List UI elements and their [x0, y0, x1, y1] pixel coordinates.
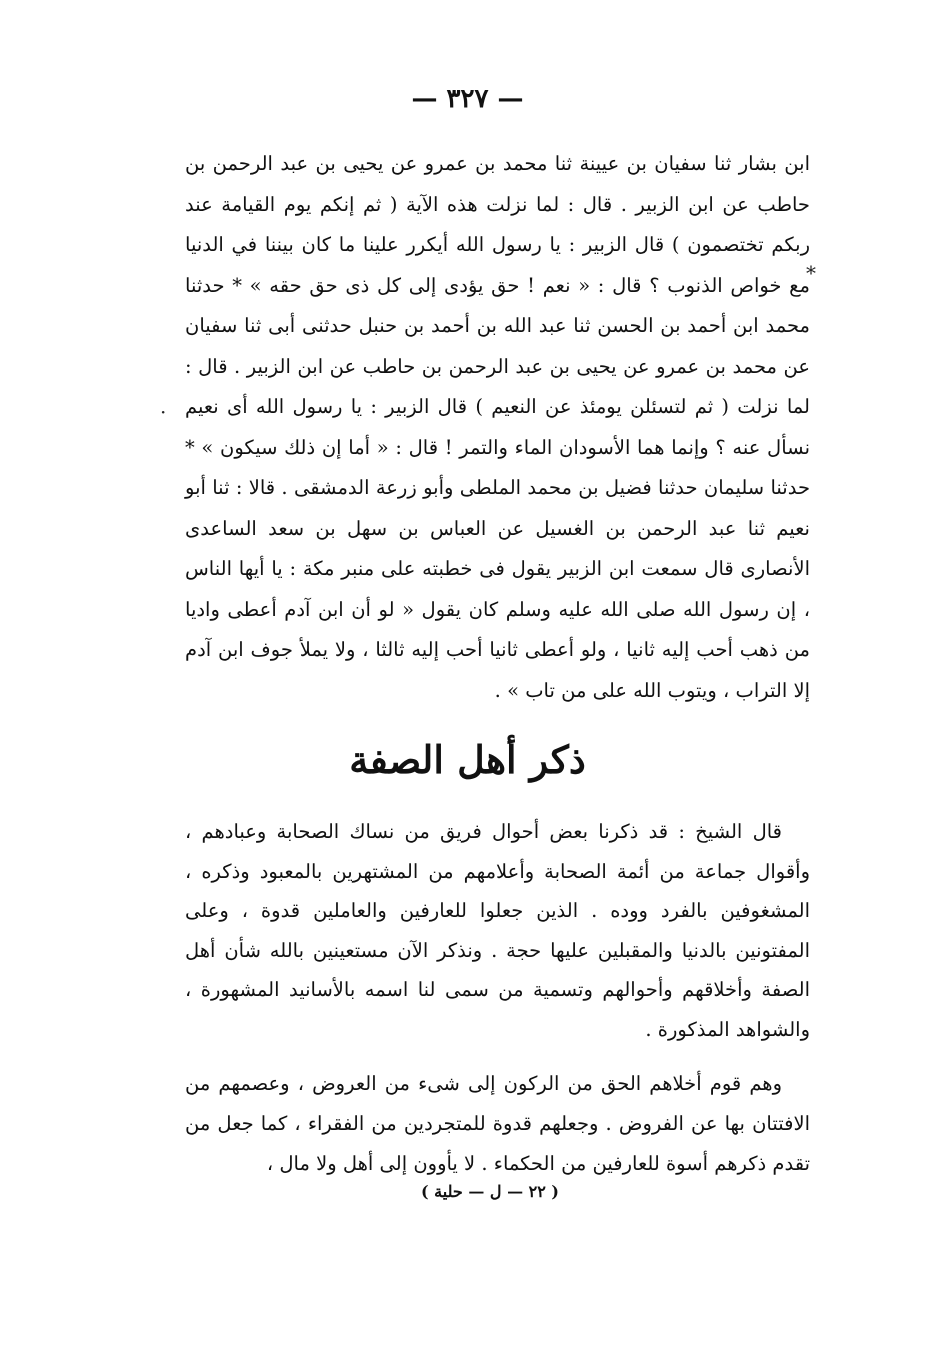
section-paragraph-2: وهم قوم أخلاهم الحق من الركون إلى شىء من العروض ، وعصمهم من الافتتان بها عن الفروض . وجعلهم قدوة للمتجردين من الفقراء ، كما جعل من تقدم ذكرهم أسوة للعارفين من الحكماء . لا يأوون إلى أهل ولا مال ،	[185, 1072, 810, 1175]
margin-dot-mark: ·	[160, 400, 167, 424]
hadith-paragraph: ابن بشار ثنا سفيان بن عيينة ثنا محمد بن عمرو عن يحيى بن عبد الرحمن بن حاطب عن ابن الزبير . قال : لما نزلت هذه الآية ( ثم إنكم يوم القيامة عند ربكم تختصمون ) قال الزبير : يا رسول الله أيكرر علينا ما كان بيننا في الدنيا مع خواص الذنوب ؟ قال : « نعم ! حق يؤدى إلى كل ذى حق حقه » * حدثنا محمد ابن أحمد بن الحسن ثنا عبد الله بن أحمد بن حنبل حدثنى أبى ثنا سفيان عن محمد بن عمرو عن يحيى بن عبد الرحمن بن حاطب عن ابن الزبير . قال : لما نزلت ( ثم لتسئلن يومئذ عن النعيم ) قال الزبير : يا رسول الله أى نعيم نسأل عنه ؟ وإنما هما الأسودان الماء والتمر ! قال : « أما إن ذلك سيكون » * حدثنا سليمان حدثنا فضيل بن محمد الملطى وأبو زرعة الدمشقى . قالا : ثنا أبو نعيم ثنا عبد الرحمن بن الغسيل عن العباس بن سهل بن سعد الساعدى الأنصارى قال سمعت ابن الزبير يقول فى خطبته على منبر مكة : يا أيها الناس ، إن رسول الله صلى الله عليه وسلم كان يقول « لو أن ابن آدم أعطى واديا من ذهب أحب إليه ثانيا ، ولو أعطى ثانيا أحب إليه ثالثا ، ولا يملأ جوف ابن آدم إلا التراب ، ويتوب الله على من تاب » .	[185, 152, 810, 702]
section-paragraph-1: قال الشيخ : قد ذكرنا بعض أحوال فريق من نساك الصحابة وعبادهم ، وأقوال جماعة من أئمة الصحابة وأعلامهم من المشتهرين بالمعبود وذكره ، المشغوفين بالفرد ووده . الذين جعلوا للعارفين والعاملين قدوة ، وعلى المفتونين بالدنيا والمقبلين عليها حجة . ونذكر الآن مستعينين بالله شأن أهل الصفة وأخلاقهم وأحوالهم وتسمية من سمى لنا اسمه بالأسانيد المشهورة ، والشواهد المذكورة .	[185, 820, 810, 1041]
page-number: — ٣٢٧ —	[411, 84, 524, 114]
section-heading: ذكر أهل الصفة	[349, 737, 586, 782]
margin-ink-mark: ⁎	[806, 255, 816, 279]
hadith-text-block	[185, 144, 810, 711]
printer-signature: ( ٢٢ — ل — حلية )	[421, 1182, 559, 1201]
section-continuation-block	[185, 1064, 810, 1184]
section-intro-block	[185, 812, 810, 1049]
